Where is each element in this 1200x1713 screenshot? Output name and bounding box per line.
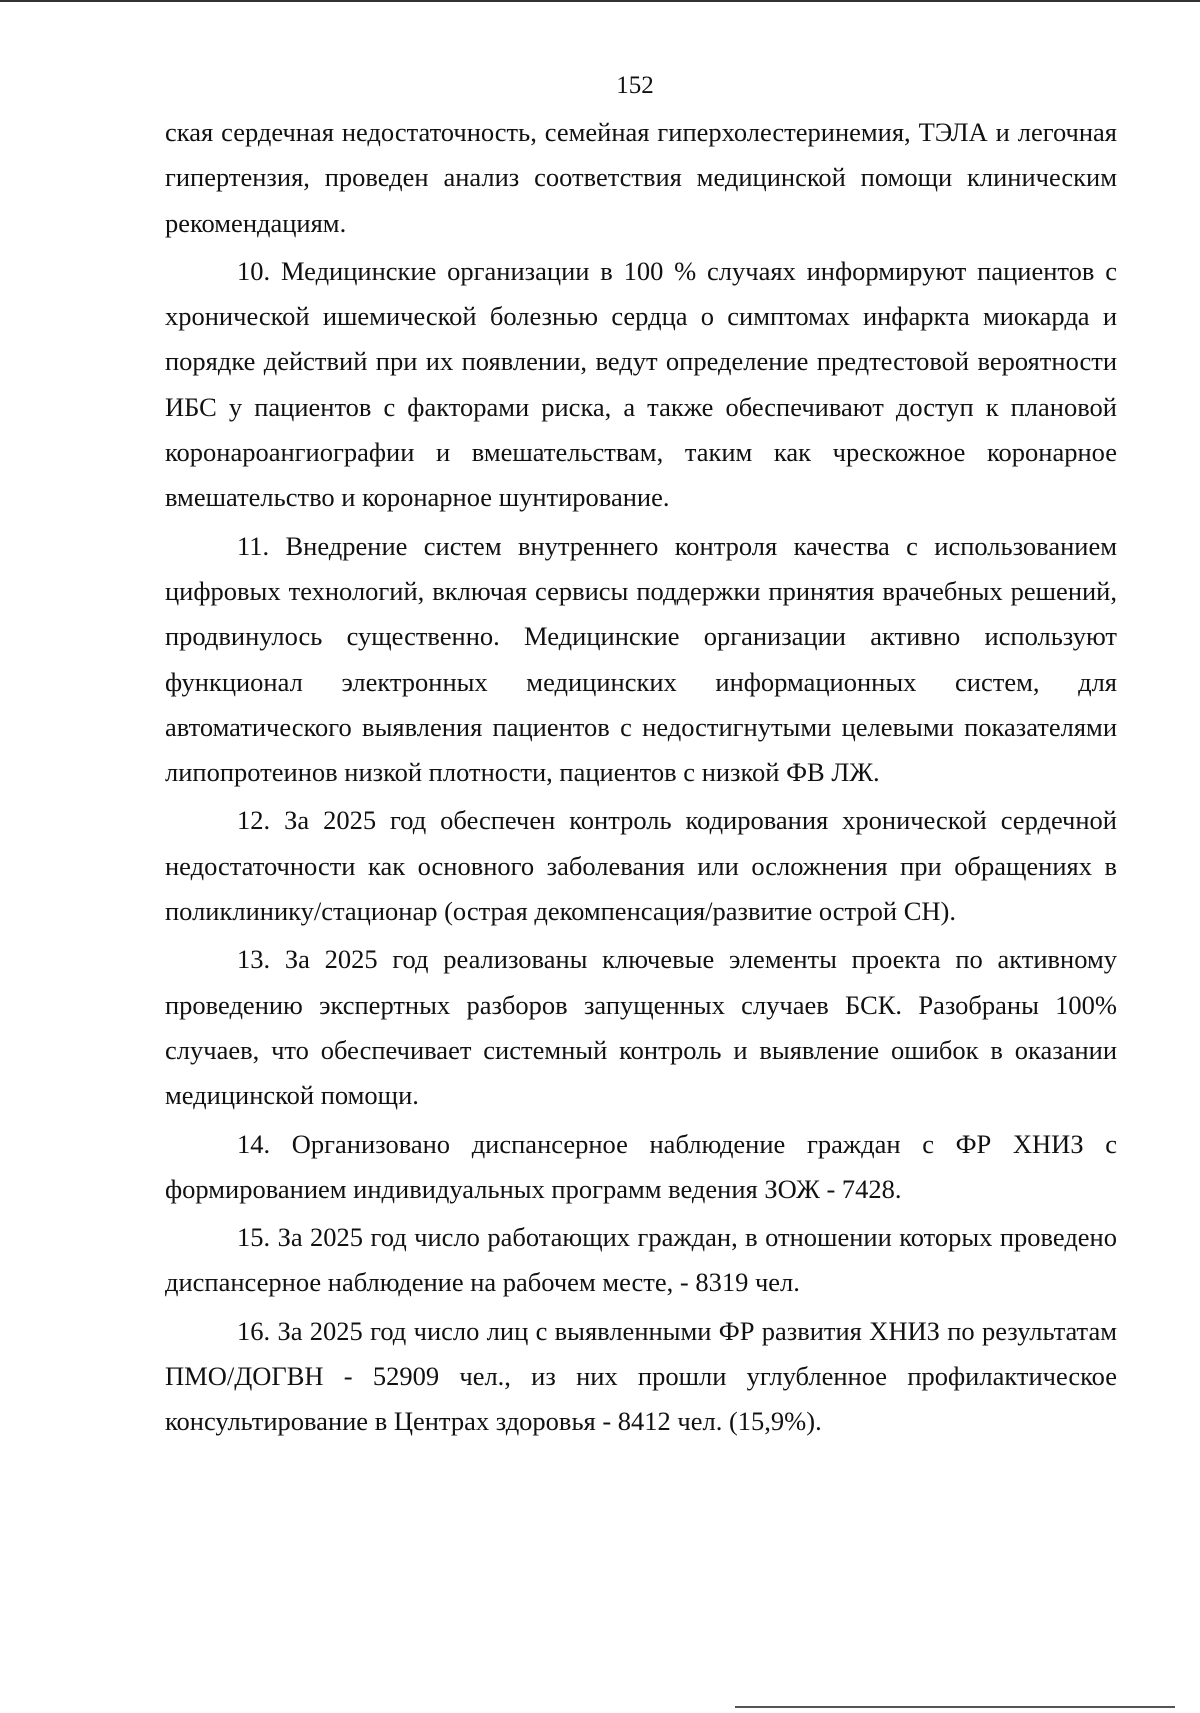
document-body	[165, 110, 1117, 1445]
paragraph-continuation: ская сердечная недостаточность, семейная гиперхолестеринемия, ТЭЛА и легочная гипертензия, проведен анализ соответствия медицинской помощи клиническим рекомендациям.	[165, 117, 1117, 238]
paragraph-15: 15. За 2025 год число работающих граждан, в отношении которых проведено диспансерное наблюдение на рабочем месте, - 8319 чел.	[165, 1222, 1117, 1298]
paragraph-11: 11. Внедрение систем внутреннего контроля качества с использованием цифровых технологий, включая сервисы поддержки принятия врачебных решений, продвинулось существенно. Медицинские организации активно используют функционал электронных медицинских информационных систем, для автоматического выявления пациентов с недостигнутыми целевыми показателями липопротеинов низкой плотности, пациентов с низкой ФВ ЛЖ.	[165, 530, 1117, 788]
page-number: 152	[616, 72, 654, 99]
scan-bottom-edge	[735, 1706, 1175, 1708]
paragraph-12: 12. За 2025 год обеспечен контроль кодирования хронической сердечной недостаточности как основного заболевания или осложнения при обращениях в поликлинику/стационар (острая декомпенсация/развитие острой СН).	[165, 805, 1117, 927]
scan-top-edge	[0, 0, 1200, 2]
paragraph-13: 13. За 2025 год реализованы ключевые элементы проекта по активному проведению экспертных разборов запущенных случаев БСК. Разобраны 100% случаев, что обеспечивает системный контроль и выявление ошибок в оказании медицинской помощи.	[165, 944, 1117, 1111]
paragraph-16: 16. За 2025 год число лиц с выявленными ФР развития ХНИЗ по результатам ПМО/ДОГВН - 52909 чел., из них прошли углубленное профилактическое консультирование в Центрах здоровья - 8412 чел. (15,9%).	[165, 1315, 1117, 1437]
paragraph-10: 10. Медицинские организации в 100 % случаях информируют пациентов с хронической ишемической болезнью сердца о симптомах инфаркта миокарда и порядке действий при их появлении, ведут определение предтестовой вероятности ИБС у пациентов с факторами риска, а также обеспечивают доступ к плановой коронароангиографии и вмешательствам, таким как чрескожное коронарное вмешательство и коронарное шунтирование.	[165, 255, 1117, 513]
paragraph-14: 14. Организовано диспансерное наблюдение граждан с ФР ХНИЗ с формированием индивидуальных программ ведения ЗОЖ - 7428.	[165, 1128, 1117, 1204]
